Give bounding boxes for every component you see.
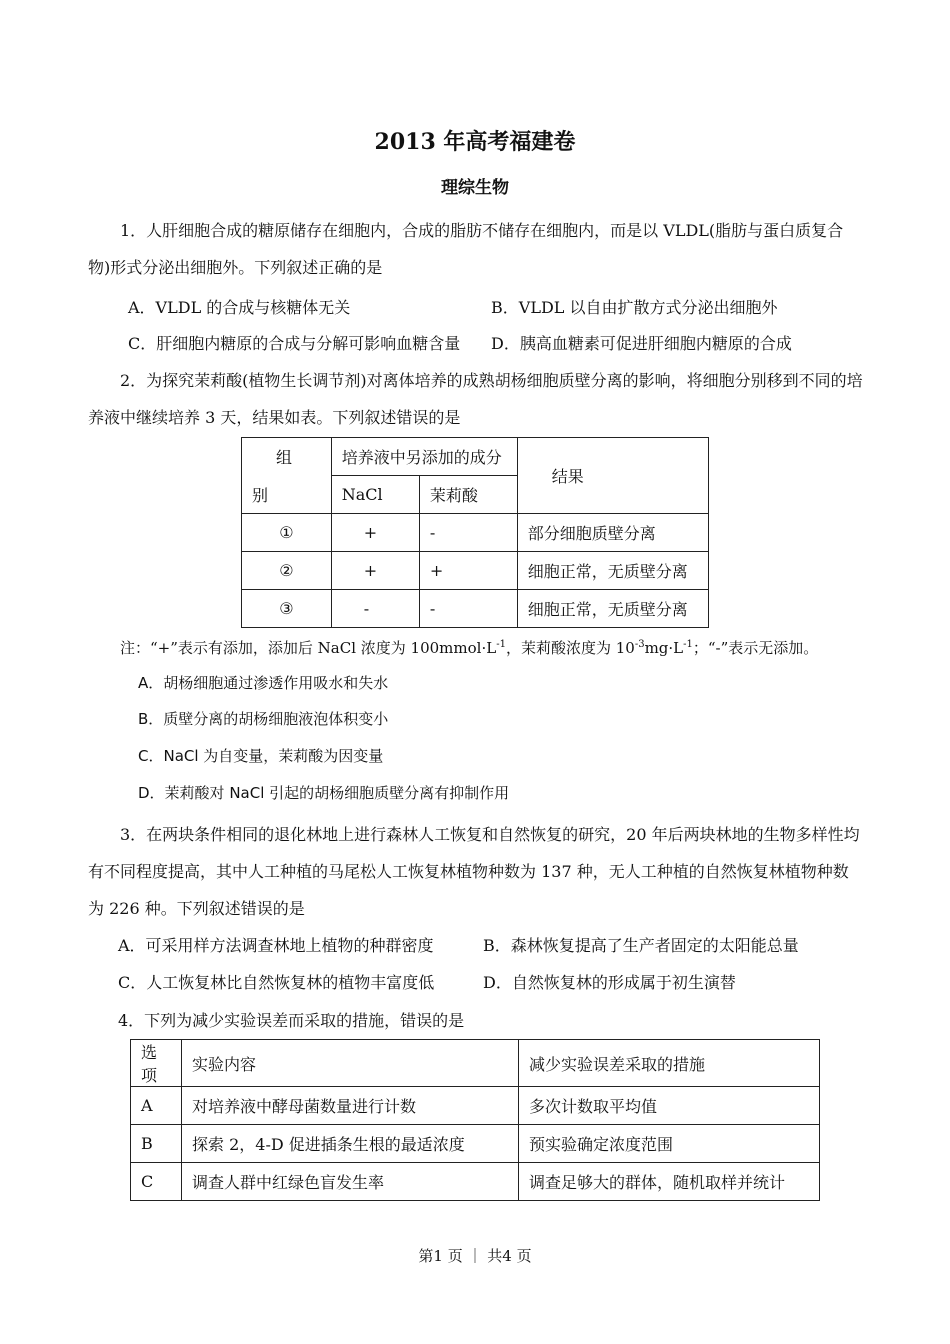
q3-option-a: A．可采用样方法调查林地上植物的种群密度 bbox=[118, 936, 434, 955]
note-part: mg·L bbox=[644, 639, 684, 657]
q2-row2-result: 细胞正常，无质壁分离 bbox=[517, 552, 708, 590]
q4-header-content: 实验内容 bbox=[182, 1040, 519, 1087]
q2-option-d: D．茉莉酸对 NaCl 引起的胡杨细胞质壁分离有抑制作用 bbox=[138, 784, 510, 802]
q2-results-table bbox=[241, 437, 709, 628]
q4-row-b-measure: 预实验确定浓度范围 bbox=[519, 1125, 820, 1163]
table-row bbox=[242, 514, 709, 552]
q2-stem: 2．为探究茉莉酸(植物生长调节剂)对离体培养的成熟胡杨细胞质壁分离的影响，将细胞分别移到不同的培养液中继续培养 3 天，结果如表。下列叙述错误的是 bbox=[88, 371, 863, 427]
q2-row1-result: 部分细胞质壁分离 bbox=[517, 514, 708, 552]
q3-stem: 3．在两块条件相同的退化林地上进行森林人工恢复和自然恢复的研究，20 年后两块林地的生物多样性均有不同程度提高，其中人工种植的马尾松人工恢复林植物种数为 137 种，无人工种植的自然恢复林植物种数为 226 种。下列叙述错误的是 bbox=[88, 825, 860, 918]
table-row bbox=[242, 590, 709, 628]
q4-row-b-content: 探索 2，4-D 促进插条生根的最适浓度 bbox=[182, 1125, 519, 1163]
q4-row-c-option: C bbox=[131, 1163, 182, 1201]
q2-header-jasmonic: 茉莉酸 bbox=[419, 476, 517, 514]
q2-row2-jasmonic: + bbox=[419, 552, 517, 590]
table-row bbox=[131, 1163, 820, 1201]
note-superscript: -3 bbox=[634, 639, 645, 650]
q1-stem: 1．人肝细胞合成的糖原储存在细胞内，合成的脂肪不储存在细胞内，而是以 VLDL(脂肪与蛋白质复合物)形式分泌出细胞外。下列叙述正确的是 bbox=[88, 221, 844, 277]
q1-option-d: D．胰高血糖素可促进肝细胞内糖原的合成 bbox=[491, 334, 792, 353]
q2-row1-jasmonic: - bbox=[419, 514, 517, 552]
table-row bbox=[131, 1087, 820, 1125]
q3-option-d: D．自然恢复林的形成属于初生演替 bbox=[483, 973, 736, 992]
page-subtitle: 理综生物 bbox=[441, 178, 509, 198]
q1-option-a: A．VLDL 的合成与核糖体无关 bbox=[128, 298, 351, 317]
q2-row1-nacl: + bbox=[331, 514, 419, 552]
q2-header-group-top: 组 bbox=[242, 438, 332, 476]
q4-row-c-measure: 调查足够大的群体，随机取样并统计 bbox=[519, 1163, 820, 1201]
note-superscript: -1 bbox=[496, 639, 506, 650]
q2-option-b: B．质壁分离的胡杨细胞液泡体积变小 bbox=[138, 710, 389, 728]
q2-header-result: 结果 bbox=[517, 438, 708, 514]
table-row bbox=[131, 1125, 820, 1163]
q4-header-option: 选项 bbox=[131, 1040, 182, 1087]
q1-option-b: B．VLDL 以自由扩散方式分泌出细胞外 bbox=[491, 298, 778, 317]
q2-header-added: 培养液中另添加的成分 bbox=[331, 438, 517, 476]
q2-header-group-bottom: 别 bbox=[242, 476, 332, 514]
note-part: ；“-”表示无添加。 bbox=[692, 639, 819, 657]
q2-option-c: C．NaCl 为自变量，茉莉酸为因变量 bbox=[138, 747, 384, 765]
q4-row-a-content: 对培养液中酵母菌数量进行计数 bbox=[182, 1087, 519, 1125]
q4-measures-table bbox=[130, 1039, 820, 1201]
q4-header-measure: 减少实验误差采取的措施 bbox=[519, 1040, 820, 1087]
q3-option-b: B．森林恢复提高了生产者固定的太阳能总量 bbox=[483, 936, 799, 955]
q4-row-a-option: A bbox=[131, 1087, 182, 1125]
q3-option-c: C．人工恢复林比自然恢复林的植物丰富度低 bbox=[118, 973, 435, 992]
table-row bbox=[242, 552, 709, 590]
note-part: 注：“+”表示有添加，添加后 NaCl 浓度为 100mmol·L bbox=[120, 639, 497, 657]
q2-option-a: A．胡杨细胞通过渗透作用吸水和失水 bbox=[138, 674, 389, 692]
q4-row-c-content: 调查人群中红绿色盲发生率 bbox=[182, 1163, 519, 1201]
page-footer: 第1 页 ｜ 共4 页 bbox=[418, 1247, 532, 1265]
q2-row3-result: 细胞正常，无质壁分离 bbox=[517, 590, 708, 628]
q2-row3-group: ③ bbox=[242, 590, 332, 628]
q2-header-nacl: NaCl bbox=[331, 476, 419, 514]
q2-row3-jasmonic: - bbox=[419, 590, 517, 628]
note-part: ，茉莉酸浓度为 10 bbox=[505, 639, 635, 657]
q1-option-c: C．肝细胞内糖原的合成与分解可影响血糖含量 bbox=[128, 334, 461, 353]
q2-row2-nacl: + bbox=[331, 552, 419, 590]
q4-row-b-option: B bbox=[131, 1125, 182, 1163]
q4-row-a-measure: 多次计数取平均值 bbox=[519, 1087, 820, 1125]
note-superscript: -1 bbox=[683, 639, 693, 650]
q2-table-note bbox=[120, 638, 818, 658]
q2-row3-nacl: - bbox=[331, 590, 419, 628]
page-title: 2013 年高考福建卷 bbox=[374, 129, 576, 155]
q2-row2-group: ② bbox=[242, 552, 332, 590]
q4-stem: 4．下列为减少实验误差而采取的措施，错误的是 bbox=[118, 1011, 465, 1030]
q2-row1-group: ① bbox=[242, 514, 332, 552]
